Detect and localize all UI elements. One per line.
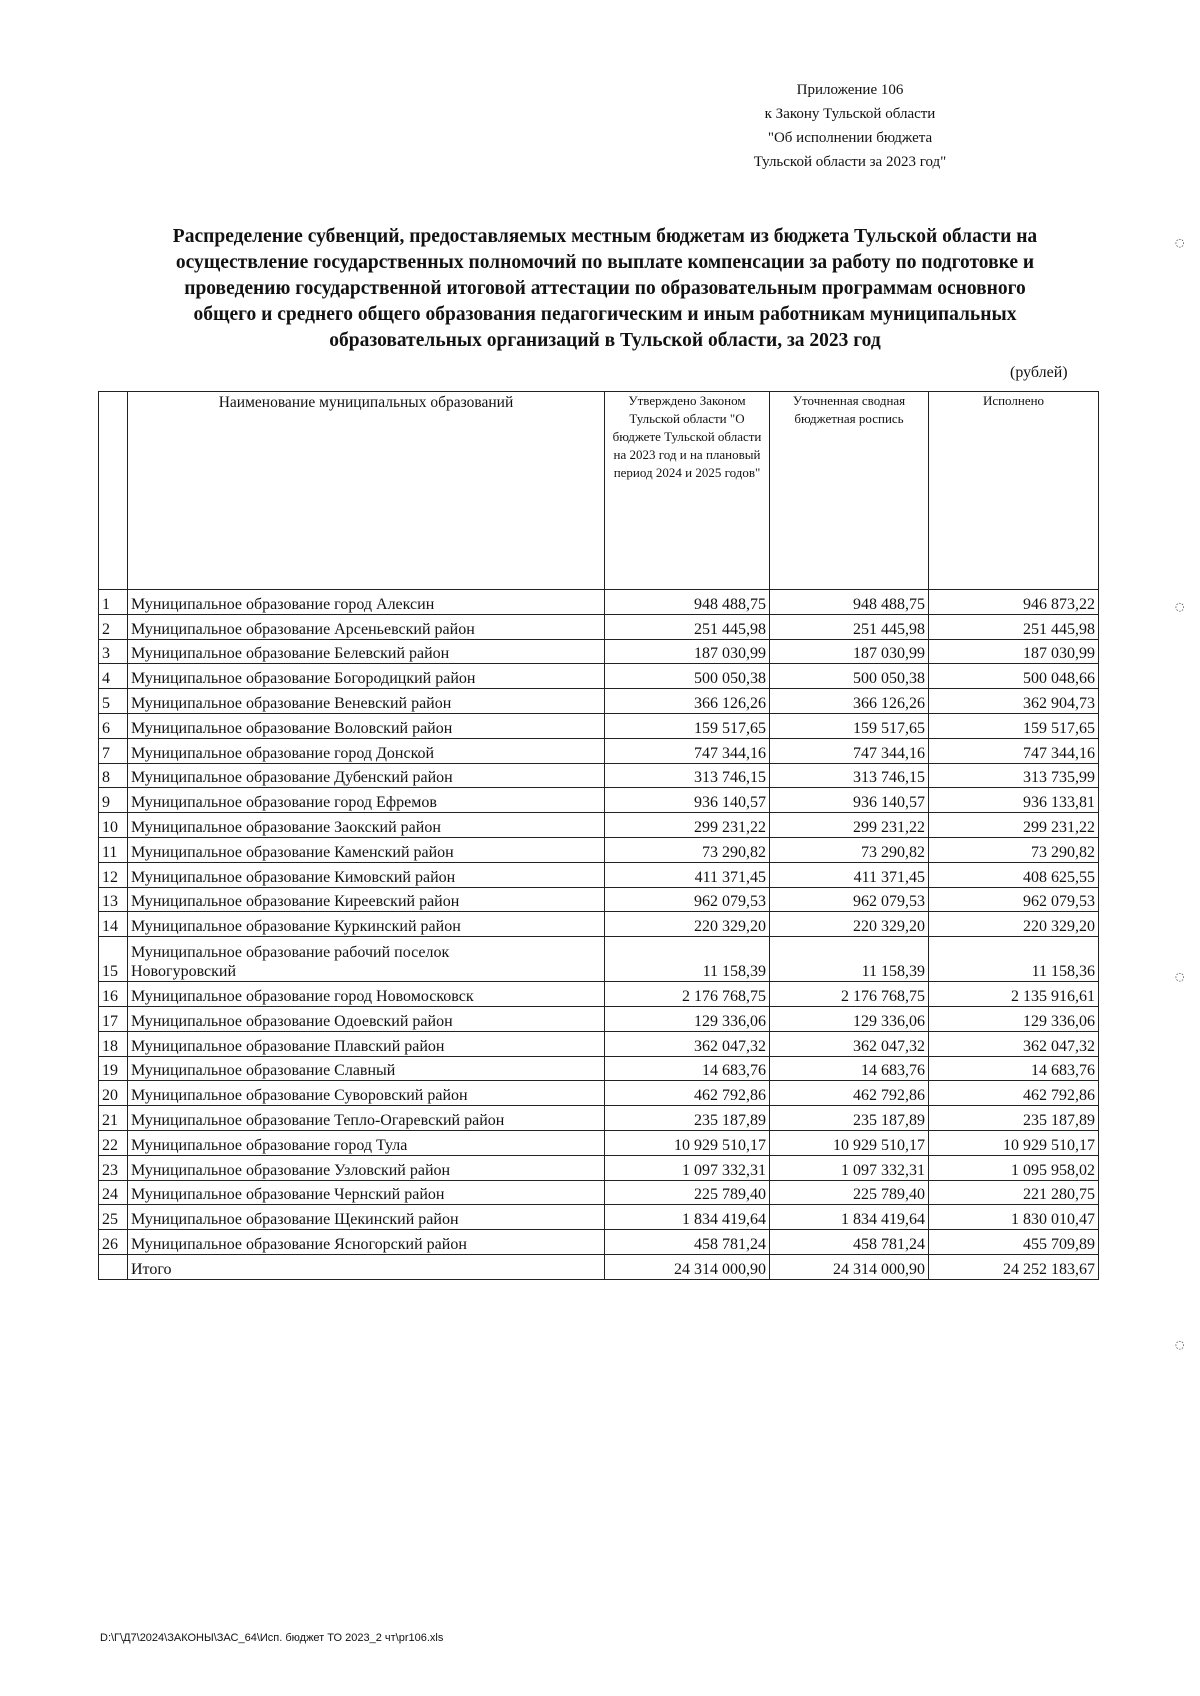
- row-number: 2: [99, 614, 128, 639]
- approved-amount: 10 929 510,17: [605, 1130, 770, 1155]
- municipality-name: [128, 937, 605, 982]
- refined-amount: 235 187,89: [770, 1106, 929, 1131]
- municipality-name: Муниципальное образование Щекинский район: [128, 1205, 605, 1230]
- row-number: 26: [99, 1230, 128, 1255]
- approved-amount: 159 517,65: [605, 713, 770, 738]
- subvention-table: [98, 391, 1099, 1280]
- refined-amount: 462 792,86: [770, 1081, 929, 1106]
- refined-amount: 1 834 419,64: [770, 1205, 929, 1230]
- table-row: [99, 912, 1099, 937]
- refined-amount: 251 445,98: [770, 614, 929, 639]
- total-row: [99, 1254, 1099, 1279]
- municipality-name: Муниципальное образование Плавский район: [128, 1031, 605, 1056]
- table-row: [99, 1056, 1099, 1081]
- executed-amount: 462 792,86: [929, 1081, 1099, 1106]
- row-number: 6: [99, 713, 128, 738]
- row-number: 7: [99, 738, 128, 763]
- executed-amount: 2 135 916,61: [929, 982, 1099, 1007]
- refined-amount: 14 683,76: [770, 1056, 929, 1081]
- executed-amount: 747 344,16: [929, 738, 1099, 763]
- executed-amount: 500 048,66: [929, 664, 1099, 689]
- municipality-name: Муниципальное образование Ясногорский район: [128, 1230, 605, 1255]
- refined-amount: 220 329,20: [770, 912, 929, 937]
- municipality-name: Муниципальное образование Суворовский район: [128, 1081, 605, 1106]
- approved-amount: 225 789,40: [605, 1180, 770, 1205]
- table-row: [99, 887, 1099, 912]
- municipality-name: Муниципальное образование город Тула: [128, 1130, 605, 1155]
- approved-amount: 411 371,45: [605, 862, 770, 887]
- total-executed: 24 252 183,67: [929, 1254, 1099, 1279]
- refined-column-header: Уточненная сводная бюджетная роспись: [770, 392, 929, 590]
- table-row: [99, 689, 1099, 714]
- table-body: [99, 590, 1099, 1255]
- municipality-name-line: Муниципальное образование рабочий поселок: [131, 944, 450, 962]
- executed-amount: 946 873,22: [929, 590, 1099, 615]
- table-row: [99, 788, 1099, 813]
- municipality-name: Муниципальное образование Богородицкий район: [128, 664, 605, 689]
- total-approved: 24 314 000,90: [605, 1254, 770, 1279]
- executed-amount: 159 517,65: [929, 713, 1099, 738]
- approved-amount: 129 336,06: [605, 1006, 770, 1031]
- municipality-name: Муниципальное образование Воловский район: [128, 713, 605, 738]
- table-row: [99, 1180, 1099, 1205]
- table-row: [99, 614, 1099, 639]
- refined-amount: 962 079,53: [770, 887, 929, 912]
- row-number: 8: [99, 763, 128, 788]
- name-column-header: Наименование муниципальных образований: [128, 392, 605, 590]
- total-refined: 24 314 000,90: [770, 1254, 929, 1279]
- number-column-header: [99, 392, 128, 590]
- refined-amount: 73 290,82: [770, 837, 929, 862]
- municipality-name: Муниципальное образование Славный: [128, 1056, 605, 1081]
- refined-amount: 225 789,40: [770, 1180, 929, 1205]
- approved-amount: 500 050,38: [605, 664, 770, 689]
- municipality-name: Муниципальное образование Кимовский район: [128, 862, 605, 887]
- table-row: [99, 1205, 1099, 1230]
- refined-amount: 362 047,32: [770, 1031, 929, 1056]
- approved-amount: 2 176 768,75: [605, 982, 770, 1007]
- approved-column-header: Утверждено Законом Тульской области "О бюджете Тульской области на 2023 год и на плановый период 2024 и 2025 годов": [605, 392, 770, 590]
- scan-mark: ◌: [1175, 970, 1185, 983]
- refined-amount: 747 344,16: [770, 738, 929, 763]
- municipality-name: Муниципальное образование Дубенский район: [128, 763, 605, 788]
- municipality-name: Муниципальное образование Каменский район: [128, 837, 605, 862]
- approved-amount: 14 683,76: [605, 1056, 770, 1081]
- executed-amount: 1 830 010,47: [929, 1205, 1099, 1230]
- executed-amount: 220 329,20: [929, 912, 1099, 937]
- municipality-name: Муниципальное образование Заокский район: [128, 813, 605, 838]
- municipality-name: Муниципальное образование Арсеньевский район: [128, 614, 605, 639]
- row-number: 24: [99, 1180, 128, 1205]
- executed-column-header: Исполнено: [929, 392, 1099, 590]
- table-row: [99, 1106, 1099, 1131]
- executed-amount: 14 683,76: [929, 1056, 1099, 1081]
- approved-amount: 462 792,86: [605, 1081, 770, 1106]
- approved-amount: 220 329,20: [605, 912, 770, 937]
- executed-amount: 962 079,53: [929, 887, 1099, 912]
- row-number: 3: [99, 639, 128, 664]
- municipality-name: Муниципальное образование Одоевский район: [128, 1006, 605, 1031]
- row-number: 14: [99, 912, 128, 937]
- refined-amount: 948 488,75: [770, 590, 929, 615]
- executed-amount: 362 904,73: [929, 689, 1099, 714]
- row-number: 5: [99, 689, 128, 714]
- executed-amount: 936 133,81: [929, 788, 1099, 813]
- refined-amount: 458 781,24: [770, 1230, 929, 1255]
- approved-amount: 962 079,53: [605, 887, 770, 912]
- row-number: 21: [99, 1106, 128, 1131]
- table-row: [99, 937, 1099, 982]
- table-row: [99, 982, 1099, 1007]
- table-row: [99, 862, 1099, 887]
- header-row: [99, 392, 1099, 590]
- municipality-name: Муниципальное образование Белевский район: [128, 639, 605, 664]
- executed-amount: 73 290,82: [929, 837, 1099, 862]
- municipality-name-line: Новогуровский: [131, 963, 237, 981]
- refined-amount: 299 231,22: [770, 813, 929, 838]
- approved-amount: 1 834 419,64: [605, 1205, 770, 1230]
- appendix-line: к Закону Тульской области: [764, 106, 936, 122]
- appendix-line: Тульской области за 2023 год": [753, 154, 947, 170]
- refined-amount: 366 126,26: [770, 689, 929, 714]
- table-row: [99, 1155, 1099, 1180]
- row-number: 23: [99, 1155, 128, 1180]
- executed-amount: 221 280,75: [929, 1180, 1099, 1205]
- approved-amount: 747 344,16: [605, 738, 770, 763]
- executed-amount: 251 445,98: [929, 614, 1099, 639]
- file-path-footer: D:\Г\Д7\2024\ЗАКОНЫ\ЗАС_64\Исп. бюджет ТО 2023_2 чт\pr106.xls: [100, 1632, 444, 1644]
- table-row: [99, 713, 1099, 738]
- municipality-name: Муниципальное образование Веневский район: [128, 689, 605, 714]
- approved-amount: 73 290,82: [605, 837, 770, 862]
- municipality-name: Муниципальное образование Узловский район: [128, 1155, 605, 1180]
- executed-amount: 129 336,06: [929, 1006, 1099, 1031]
- row-number: 22: [99, 1130, 128, 1155]
- refined-amount: 500 050,38: [770, 664, 929, 689]
- title-line: осуществление государственных полномочий по выплате компенсации за работу по подготовке и: [175, 252, 1035, 273]
- table-row: [99, 763, 1099, 788]
- approved-amount: 362 047,32: [605, 1031, 770, 1056]
- appendix-line: Приложение 106: [796, 82, 904, 98]
- municipality-name: Муниципальное образование город Новомосковск: [128, 982, 605, 1007]
- approved-amount: 1 097 332,31: [605, 1155, 770, 1180]
- approved-amount: 251 445,98: [605, 614, 770, 639]
- table-row: [99, 664, 1099, 689]
- title-line: общего и среднего общего образования педагогическим и иным работникам муниципальных: [193, 304, 1017, 325]
- table-row: [99, 1130, 1099, 1155]
- row-number: 25: [99, 1205, 128, 1230]
- refined-amount: 411 371,45: [770, 862, 929, 887]
- municipality-name: Муниципальное образование Киреевский район: [128, 887, 605, 912]
- refined-amount: 187 030,99: [770, 639, 929, 664]
- row-number: 1: [99, 590, 128, 615]
- refined-amount: 313 746,15: [770, 763, 929, 788]
- municipality-name: Муниципальное образование Тепло-Огаревский район: [128, 1106, 605, 1131]
- table-row: [99, 837, 1099, 862]
- row-number: 15: [99, 937, 128, 982]
- row-number: 12: [99, 862, 128, 887]
- refined-amount: 159 517,65: [770, 713, 929, 738]
- row-number: 10: [99, 813, 128, 838]
- units-label: (рублей): [1010, 364, 1068, 381]
- executed-amount: 187 030,99: [929, 639, 1099, 664]
- refined-amount: 10 929 510,17: [770, 1130, 929, 1155]
- document-title: [110, 224, 1100, 354]
- refined-amount: 936 140,57: [770, 788, 929, 813]
- approved-amount: 948 488,75: [605, 590, 770, 615]
- title-line: образовательных организаций в Тульской области, за 2023 год: [329, 330, 881, 351]
- row-number: 18: [99, 1031, 128, 1056]
- executed-amount: 299 231,22: [929, 813, 1099, 838]
- row-number: 17: [99, 1006, 128, 1031]
- scan-mark: ◌: [1175, 236, 1185, 249]
- approved-amount: 936 140,57: [605, 788, 770, 813]
- title-line: Распределение субвенций, предоставляемых местным бюджетам из бюджета Тульской области на: [172, 226, 1038, 247]
- table-row: [99, 1031, 1099, 1056]
- approved-amount: 366 126,26: [605, 689, 770, 714]
- approved-amount: 235 187,89: [605, 1106, 770, 1131]
- row-number: 16: [99, 982, 128, 1007]
- executed-amount: 11 158,36: [929, 937, 1099, 982]
- approved-amount: 313 746,15: [605, 763, 770, 788]
- executed-amount: 362 047,32: [929, 1031, 1099, 1056]
- row-number: 11: [99, 837, 128, 862]
- executed-amount: 235 187,89: [929, 1106, 1099, 1131]
- title-line: проведению государственной итоговой аттестации по образовательным программам основного: [184, 278, 1026, 299]
- executed-amount: 313 735,99: [929, 763, 1099, 788]
- municipality-name: Муниципальное образование город Алексин: [128, 590, 605, 615]
- row-number: 20: [99, 1081, 128, 1106]
- appendix-reference: [720, 78, 980, 174]
- executed-amount: 10 929 510,17: [929, 1130, 1099, 1155]
- approved-amount: 187 030,99: [605, 639, 770, 664]
- approved-amount: 299 231,22: [605, 813, 770, 838]
- row-number: 4: [99, 664, 128, 689]
- municipality-name: Муниципальное образование Куркинский район: [128, 912, 605, 937]
- refined-amount: 1 097 332,31: [770, 1155, 929, 1180]
- executed-amount: 408 625,55: [929, 862, 1099, 887]
- total-number-cell: [99, 1254, 128, 1279]
- appendix-line: "Об исполнении бюджета: [767, 130, 933, 146]
- scan-mark: ◌: [1175, 600, 1185, 613]
- municipality-name: Муниципальное образование город Донской: [128, 738, 605, 763]
- row-number: 13: [99, 887, 128, 912]
- approved-amount: 11 158,39: [605, 937, 770, 982]
- executed-amount: 455 709,89: [929, 1230, 1099, 1255]
- table-row: [99, 813, 1099, 838]
- refined-amount: 129 336,06: [770, 1006, 929, 1031]
- table-row: [99, 590, 1099, 615]
- row-number: 9: [99, 788, 128, 813]
- municipality-name: Муниципальное образование город Ефремов: [128, 788, 605, 813]
- total-label: Итого: [128, 1254, 605, 1279]
- executed-amount: 1 095 958,02: [929, 1155, 1099, 1180]
- refined-amount: 2 176 768,75: [770, 982, 929, 1007]
- table-row: [99, 1081, 1099, 1106]
- scan-mark: ◌: [1175, 1338, 1185, 1351]
- table-row: [99, 639, 1099, 664]
- table-row: [99, 1006, 1099, 1031]
- municipality-name: Муниципальное образование Чернский район: [128, 1180, 605, 1205]
- row-number: 19: [99, 1056, 128, 1081]
- refined-amount: 11 158,39: [770, 937, 929, 982]
- table-row: [99, 738, 1099, 763]
- approved-amount: 458 781,24: [605, 1230, 770, 1255]
- table-row: [99, 1230, 1099, 1255]
